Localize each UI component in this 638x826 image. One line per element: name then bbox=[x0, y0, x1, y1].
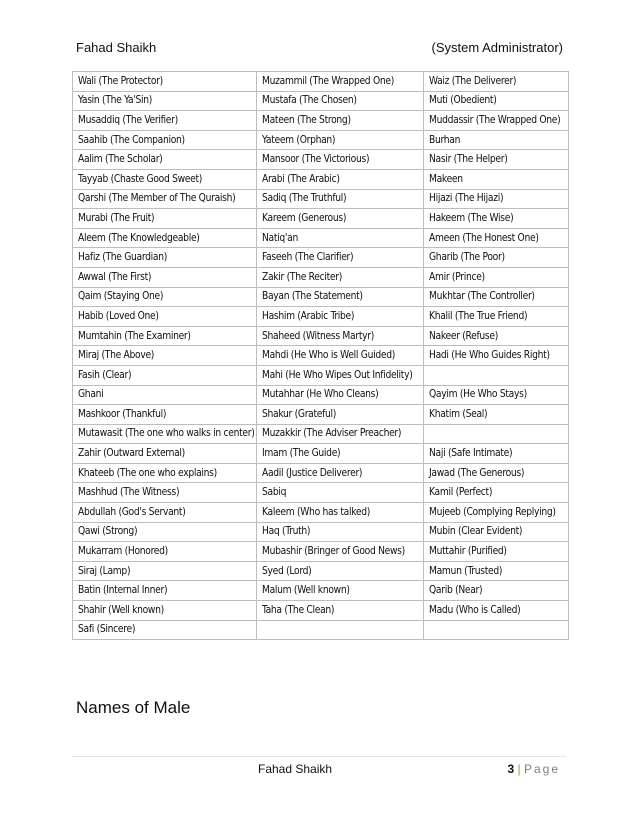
names-table-body bbox=[73, 72, 569, 640]
table-cell bbox=[424, 620, 569, 640]
table-row bbox=[73, 424, 569, 444]
table-cell: Hadi (He Who Guides Right) bbox=[424, 346, 569, 366]
table-row bbox=[73, 189, 569, 209]
table-cell: Jawad (The Generous) bbox=[424, 463, 569, 483]
table-cell: Hakeem (The Wise) bbox=[424, 209, 569, 229]
page-label: Page bbox=[523, 762, 560, 776]
table-cell: Kamil (Perfect) bbox=[424, 483, 569, 503]
header-role: (System Administrator) bbox=[431, 40, 563, 55]
table-row bbox=[73, 483, 569, 503]
table-row bbox=[73, 248, 569, 268]
table-row bbox=[73, 365, 569, 385]
table-row bbox=[73, 581, 569, 601]
table-cell: Kaleem (Who has talked) bbox=[257, 503, 424, 523]
table-cell: Muttahir (Purified) bbox=[424, 542, 569, 562]
table-cell: Muzakkir (The Adviser Preacher) bbox=[257, 424, 424, 444]
table-cell: Malum (Well known) bbox=[257, 581, 424, 601]
table-cell: Aalim (The Scholar) bbox=[73, 150, 257, 170]
table-cell: Arabi (The Arabic) bbox=[257, 169, 424, 189]
table-cell: Naji (Safe Intimate) bbox=[424, 444, 569, 464]
table-cell: Imam (The Guide) bbox=[257, 444, 424, 464]
table-cell: Musaddiq (The Verifier) bbox=[73, 111, 257, 131]
table-cell: Murabi (The Fruit) bbox=[73, 209, 257, 229]
table-cell: Mahdi (He Who is Well Guided) bbox=[257, 346, 424, 366]
table-cell: Mumtahin (The Examiner) bbox=[73, 326, 257, 346]
table-cell: Madu (Who is Called) bbox=[424, 601, 569, 621]
table-cell: Amir (Prince) bbox=[424, 267, 569, 287]
table-cell: Waiz (The Deliverer) bbox=[424, 72, 569, 92]
table-row bbox=[73, 561, 569, 581]
table-cell: Ameen (The Honest One) bbox=[424, 228, 569, 248]
table-cell bbox=[424, 424, 569, 444]
table-cell: Mukhtar (The Controller) bbox=[424, 287, 569, 307]
names-table bbox=[72, 71, 569, 640]
table-cell: Siraj (Lamp) bbox=[73, 561, 257, 581]
table-cell: Mashkoor (Thankful) bbox=[73, 405, 257, 425]
table-cell: Hafiz (The Guardian) bbox=[73, 248, 257, 268]
table-cell: Makeen bbox=[424, 169, 569, 189]
table-cell: Haq (Truth) bbox=[257, 522, 424, 542]
table-row bbox=[73, 346, 569, 366]
table-cell: Wali (The Protector) bbox=[73, 72, 257, 92]
table-row bbox=[73, 91, 569, 111]
table-cell: Mujeeb (Complying Replying) bbox=[424, 503, 569, 523]
table-cell: Aadil (Justice Deliverer) bbox=[257, 463, 424, 483]
footer-divider bbox=[72, 756, 566, 757]
table-cell: Nasir (The Helper) bbox=[424, 150, 569, 170]
table-cell: Burhan bbox=[424, 130, 569, 150]
table-cell: Faseeh (The Clarifier) bbox=[257, 248, 424, 268]
table-row bbox=[73, 463, 569, 483]
table-row bbox=[73, 150, 569, 170]
table-cell: Khalil (The True Friend) bbox=[424, 307, 569, 327]
table-cell: Abdullah (God's Servant) bbox=[73, 503, 257, 523]
table-cell: Muddassir (The Wrapped One) bbox=[424, 111, 569, 131]
table-cell: Gharib (The Poor) bbox=[424, 248, 569, 268]
table-cell: Yasin (The Ya'Sin) bbox=[73, 91, 257, 111]
table-cell: Mubashir (Bringer of Good News) bbox=[257, 542, 424, 562]
table-row bbox=[73, 287, 569, 307]
table-cell: Hashim (Arabic Tribe) bbox=[257, 307, 424, 327]
footer-separator: | bbox=[517, 762, 521, 776]
table-cell: Qaim (Staying One) bbox=[73, 287, 257, 307]
table-cell: Ghani bbox=[73, 385, 257, 405]
table-row bbox=[73, 620, 569, 640]
table-cell: Mamun (Trusted) bbox=[424, 561, 569, 581]
table-cell: Mateen (The Strong) bbox=[257, 111, 424, 131]
table-cell: Qarshi (The Member of The Quraish) bbox=[73, 189, 257, 209]
table-row bbox=[73, 444, 569, 464]
table-cell: Taha (The Clean) bbox=[257, 601, 424, 621]
table-row bbox=[73, 522, 569, 542]
section-title: Names of Male bbox=[76, 698, 191, 717]
table-cell bbox=[257, 620, 424, 640]
table-row bbox=[73, 405, 569, 425]
table-cell: Kareem (Generous) bbox=[257, 209, 424, 229]
table-cell: Natiq'an bbox=[257, 228, 424, 248]
table-row bbox=[73, 111, 569, 131]
table-row bbox=[73, 326, 569, 346]
table-cell: Tayyab (Chaste Good Sweet) bbox=[73, 169, 257, 189]
footer-page bbox=[507, 762, 560, 776]
table-cell: Mutawasit (The one who walks in center) bbox=[73, 424, 257, 444]
table-row bbox=[73, 385, 569, 405]
table-cell: Khateeb (The one who explains) bbox=[73, 463, 257, 483]
table-cell: Muti (Obedient) bbox=[424, 91, 569, 111]
table-row bbox=[73, 72, 569, 92]
table-cell: Qarib (Near) bbox=[424, 581, 569, 601]
table-cell: Khatim (Seal) bbox=[424, 405, 569, 425]
table-cell: Awwal (The First) bbox=[73, 267, 257, 287]
table-cell: Zakir (The Reciter) bbox=[257, 267, 424, 287]
table-cell: Mustafa (The Chosen) bbox=[257, 91, 424, 111]
table-cell: Yateem (Orphan) bbox=[257, 130, 424, 150]
table-cell: Aleem (The Knowledgeable) bbox=[73, 228, 257, 248]
table-cell: Miraj (The Above) bbox=[73, 346, 257, 366]
table-row bbox=[73, 130, 569, 150]
table-cell: Mukarram (Honored) bbox=[73, 542, 257, 562]
table-cell: Syed (Lord) bbox=[257, 561, 424, 581]
table-row bbox=[73, 228, 569, 248]
table-cell: Sabiq bbox=[257, 483, 424, 503]
table-cell: Zahir (Outward External) bbox=[73, 444, 257, 464]
table-row bbox=[73, 209, 569, 229]
table-row bbox=[73, 503, 569, 523]
table-cell: Qayim (He Who Stays) bbox=[424, 385, 569, 405]
table-cell: Habib (Loved One) bbox=[73, 307, 257, 327]
table-cell: Mansoor (The Victorious) bbox=[257, 150, 424, 170]
table-cell: Batin (Internal Inner) bbox=[73, 581, 257, 601]
table-cell: Qawi (Strong) bbox=[73, 522, 257, 542]
table-cell: Fasih (Clear) bbox=[73, 365, 257, 385]
table-row bbox=[73, 267, 569, 287]
table-cell: Shahir (Well known) bbox=[73, 601, 257, 621]
table-cell: Safi (Sincere) bbox=[73, 620, 257, 640]
table-cell: Saahib (The Companion) bbox=[73, 130, 257, 150]
table-cell: Bayan (The Statement) bbox=[257, 287, 424, 307]
table-row bbox=[73, 542, 569, 562]
table-row bbox=[73, 307, 569, 327]
table-cell: Sadiq (The Truthful) bbox=[257, 189, 424, 209]
table-cell: Mahi (He Who Wipes Out Infidelity) bbox=[257, 365, 424, 385]
table-cell: Shakur (Grateful) bbox=[257, 405, 424, 425]
table-cell: Shaheed (Witness Martyr) bbox=[257, 326, 424, 346]
header-author: Fahad Shaikh bbox=[76, 40, 157, 55]
table-cell: Mashhud (The Witness) bbox=[73, 483, 257, 503]
table-cell: Hijazi (The Hijazi) bbox=[424, 189, 569, 209]
table-cell: Muzammil (The Wrapped One) bbox=[257, 72, 424, 92]
table-cell bbox=[424, 365, 569, 385]
table-cell: Nakeer (Refuse) bbox=[424, 326, 569, 346]
page-number: 3 bbox=[507, 762, 515, 776]
table-cell: Mubin (Clear Evident) bbox=[424, 522, 569, 542]
table-cell: Mutahhar (He Who Cleans) bbox=[257, 385, 424, 405]
table-row bbox=[73, 169, 569, 189]
footer-author: Fahad Shaikh bbox=[258, 762, 333, 776]
table-row bbox=[73, 601, 569, 621]
